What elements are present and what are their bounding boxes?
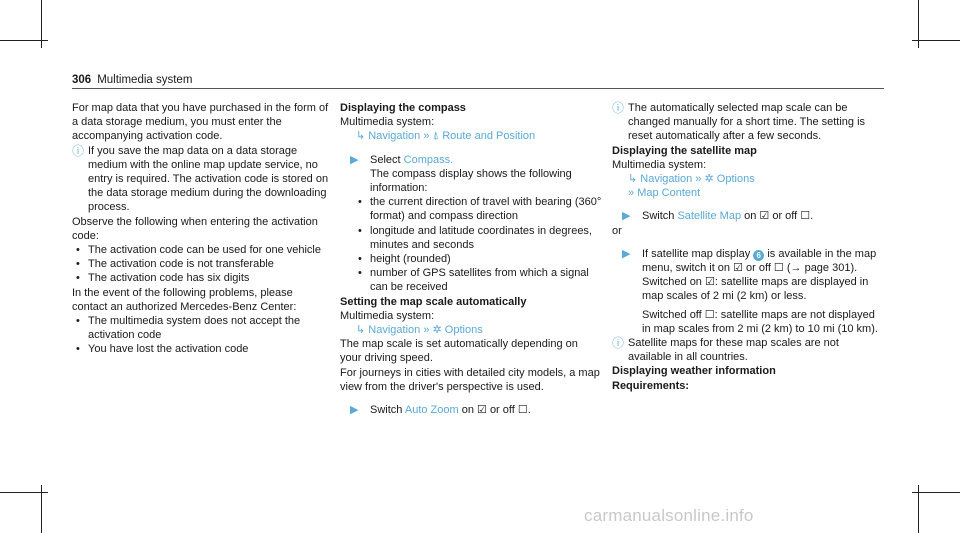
gear-icon: ✲ bbox=[432, 324, 442, 337]
step bbox=[612, 209, 884, 223]
bullet-icon: • bbox=[76, 272, 80, 285]
spacer bbox=[612, 238, 884, 247]
page-number: 306 bbox=[72, 74, 92, 86]
note-text: The automatically selected map scale can be changed manually for a short time. The setting is reset automatically after a few seconds. bbox=[628, 102, 866, 143]
heading-map-scale: Setting the map scale automatically bbox=[340, 295, 527, 308]
info-icon: ⓘ bbox=[72, 143, 85, 158]
bullet-icon: • bbox=[76, 315, 80, 328]
auto-zoom-link[interactable]: Auto Zoom bbox=[404, 404, 459, 417]
header-rule bbox=[72, 88, 884, 89]
watermark: carmanualsonline.info bbox=[584, 506, 754, 525]
bullet-icon: • bbox=[76, 343, 80, 356]
list-item-text: The activation code has six digits bbox=[88, 272, 250, 285]
journeys-text: For journeys in cities with detailed city models, a map view from the driver's perspective is used. bbox=[340, 366, 600, 393]
on-off-text: on ☑ or off ☐. bbox=[461, 404, 531, 417]
callout-badge: 6 bbox=[753, 250, 764, 261]
route-icon: ⍋ bbox=[432, 130, 440, 143]
options-link[interactable]: Options bbox=[444, 324, 483, 337]
list-item-text: the current direction of travel with bearing (360° format) and compass direction bbox=[370, 196, 602, 223]
system-label: Multimedia system: bbox=[340, 116, 435, 129]
crop-mark bbox=[0, 492, 48, 493]
scale-desc: The map scale is set automatically depending on your driving speed. bbox=[340, 338, 578, 365]
nav-link[interactable]: Navigation bbox=[640, 173, 693, 186]
bullet-icon: • bbox=[358, 196, 362, 209]
double-chevron-icon: » bbox=[423, 130, 430, 143]
note-text: Satellite maps for these map scales are not available in all countries. bbox=[628, 337, 839, 364]
section-title: Multimedia system bbox=[97, 74, 193, 86]
heading-compass: Displaying the compass bbox=[340, 102, 466, 114]
arrow-return-icon: ↳ bbox=[356, 130, 366, 143]
crop-mark bbox=[912, 492, 960, 493]
step-text: Select bbox=[370, 153, 401, 166]
info-icon: ⓘ bbox=[612, 336, 625, 351]
list-item bbox=[354, 195, 602, 223]
on-off-text: on ☑ or off ☐. bbox=[744, 210, 814, 223]
list-item bbox=[72, 257, 330, 271]
list-item bbox=[354, 224, 602, 252]
spacer bbox=[340, 144, 602, 153]
system-label: Multimedia system: bbox=[340, 309, 435, 322]
double-chevron-icon: » bbox=[628, 187, 635, 200]
note bbox=[612, 336, 884, 364]
step bbox=[340, 403, 602, 417]
note bbox=[72, 144, 330, 215]
compass-link[interactable]: Compass. bbox=[403, 153, 454, 166]
switched-off-text: Switched off ☐: satellite maps are not displayed in map scales from 2 mi (2 km) to 10 mi (10 km). bbox=[642, 308, 878, 335]
menu-path bbox=[612, 186, 884, 200]
list-item bbox=[354, 252, 602, 266]
gear-icon: ✲ bbox=[704, 173, 714, 186]
options-link[interactable]: Options bbox=[716, 173, 755, 186]
menu-path bbox=[340, 323, 602, 337]
heading-satellite: Displaying the satellite map bbox=[612, 144, 757, 157]
event-text: In the event of the following problems, please contact an authorized Mercedes-Benz Center: bbox=[72, 286, 297, 313]
nav-link[interactable]: Navigation bbox=[368, 324, 421, 337]
spacer bbox=[340, 394, 602, 403]
column-3 bbox=[612, 101, 884, 393]
info-icon: ⓘ bbox=[612, 101, 625, 115]
arrow-return-icon: ↳ bbox=[356, 324, 366, 337]
list-item bbox=[72, 342, 330, 356]
step-arrow-icon: ▶ bbox=[622, 210, 631, 223]
list-item-text: The activation code can be used for one vehicle bbox=[88, 244, 321, 257]
list-item-text: The multimedia system does not accept the activation code bbox=[88, 315, 301, 342]
list-item bbox=[72, 243, 330, 257]
step bbox=[612, 247, 884, 275]
list-item-text: number of GPS satellites from which a signal can be received bbox=[370, 267, 589, 294]
or-text: or bbox=[612, 224, 622, 237]
step bbox=[340, 153, 602, 167]
intro-text: For map data that you have purchased in the form of a data storage medium, you must enter the accompanying activation code. bbox=[72, 102, 329, 143]
list-item bbox=[72, 271, 330, 285]
crop-mark bbox=[912, 40, 960, 41]
list-item bbox=[354, 266, 602, 294]
list-item-text: longitude and latitude coordinates in degrees, minutes and seconds bbox=[370, 224, 592, 251]
column-2 bbox=[340, 101, 602, 417]
switched-on-text: Switched on ☑: satellite maps are displayed in map scales of 2 mi (2 km) or less. bbox=[642, 276, 869, 303]
step-text: If satellite map display bbox=[642, 247, 751, 260]
double-chevron-icon: » bbox=[695, 173, 702, 186]
column-1 bbox=[72, 101, 330, 357]
route-link[interactable]: Route and Position bbox=[442, 130, 536, 143]
step-arrow-icon: ▶ bbox=[350, 153, 359, 166]
list-item-text: height (rounded) bbox=[370, 253, 451, 266]
arrow-return-icon: ↳ bbox=[628, 173, 638, 186]
step-text: is available in the map menu, switch it on ☑ or off ☐ (→ page 301). bbox=[642, 247, 877, 275]
bullet-icon: • bbox=[76, 244, 80, 257]
list-item-text: You have lost the activation code bbox=[88, 343, 249, 356]
list-item-text: The activation code is not transferable bbox=[88, 258, 274, 271]
observe-text: Observe the following when entering the activation code: bbox=[72, 215, 318, 242]
menu-path bbox=[612, 172, 884, 186]
bullet-icon: • bbox=[358, 267, 362, 280]
system-label: Multimedia system: bbox=[612, 158, 707, 171]
compass-desc: The compass display shows the following information: bbox=[370, 167, 572, 195]
step-text: Switch bbox=[370, 404, 403, 417]
requirements-label: Requirements: bbox=[612, 379, 690, 392]
note-text: If you save the map data on a data storage medium with the online map update service, no entry is required. The activation code is stored on the data storage medium during the downloading process. bbox=[88, 144, 329, 214]
satellite-map-link[interactable]: Satellite Map bbox=[677, 210, 742, 223]
list-item bbox=[72, 314, 330, 342]
heading-weather: Displaying weather information bbox=[612, 365, 776, 378]
bullet-icon: • bbox=[76, 258, 80, 271]
bullet-icon: • bbox=[358, 224, 362, 237]
spacer bbox=[612, 200, 884, 209]
menu-path bbox=[340, 129, 602, 143]
double-chevron-icon: » bbox=[423, 324, 430, 337]
bullet-icon: • bbox=[358, 253, 362, 266]
step-text: Switch bbox=[642, 210, 675, 223]
step-arrow-icon: ▶ bbox=[350, 404, 359, 417]
note bbox=[612, 101, 884, 144]
map-content-link[interactable]: Map Content bbox=[637, 187, 701, 200]
nav-link[interactable]: Navigation bbox=[368, 130, 421, 143]
crop-mark bbox=[0, 40, 48, 41]
page-header bbox=[72, 74, 192, 86]
step-arrow-icon: ▶ bbox=[622, 247, 631, 260]
